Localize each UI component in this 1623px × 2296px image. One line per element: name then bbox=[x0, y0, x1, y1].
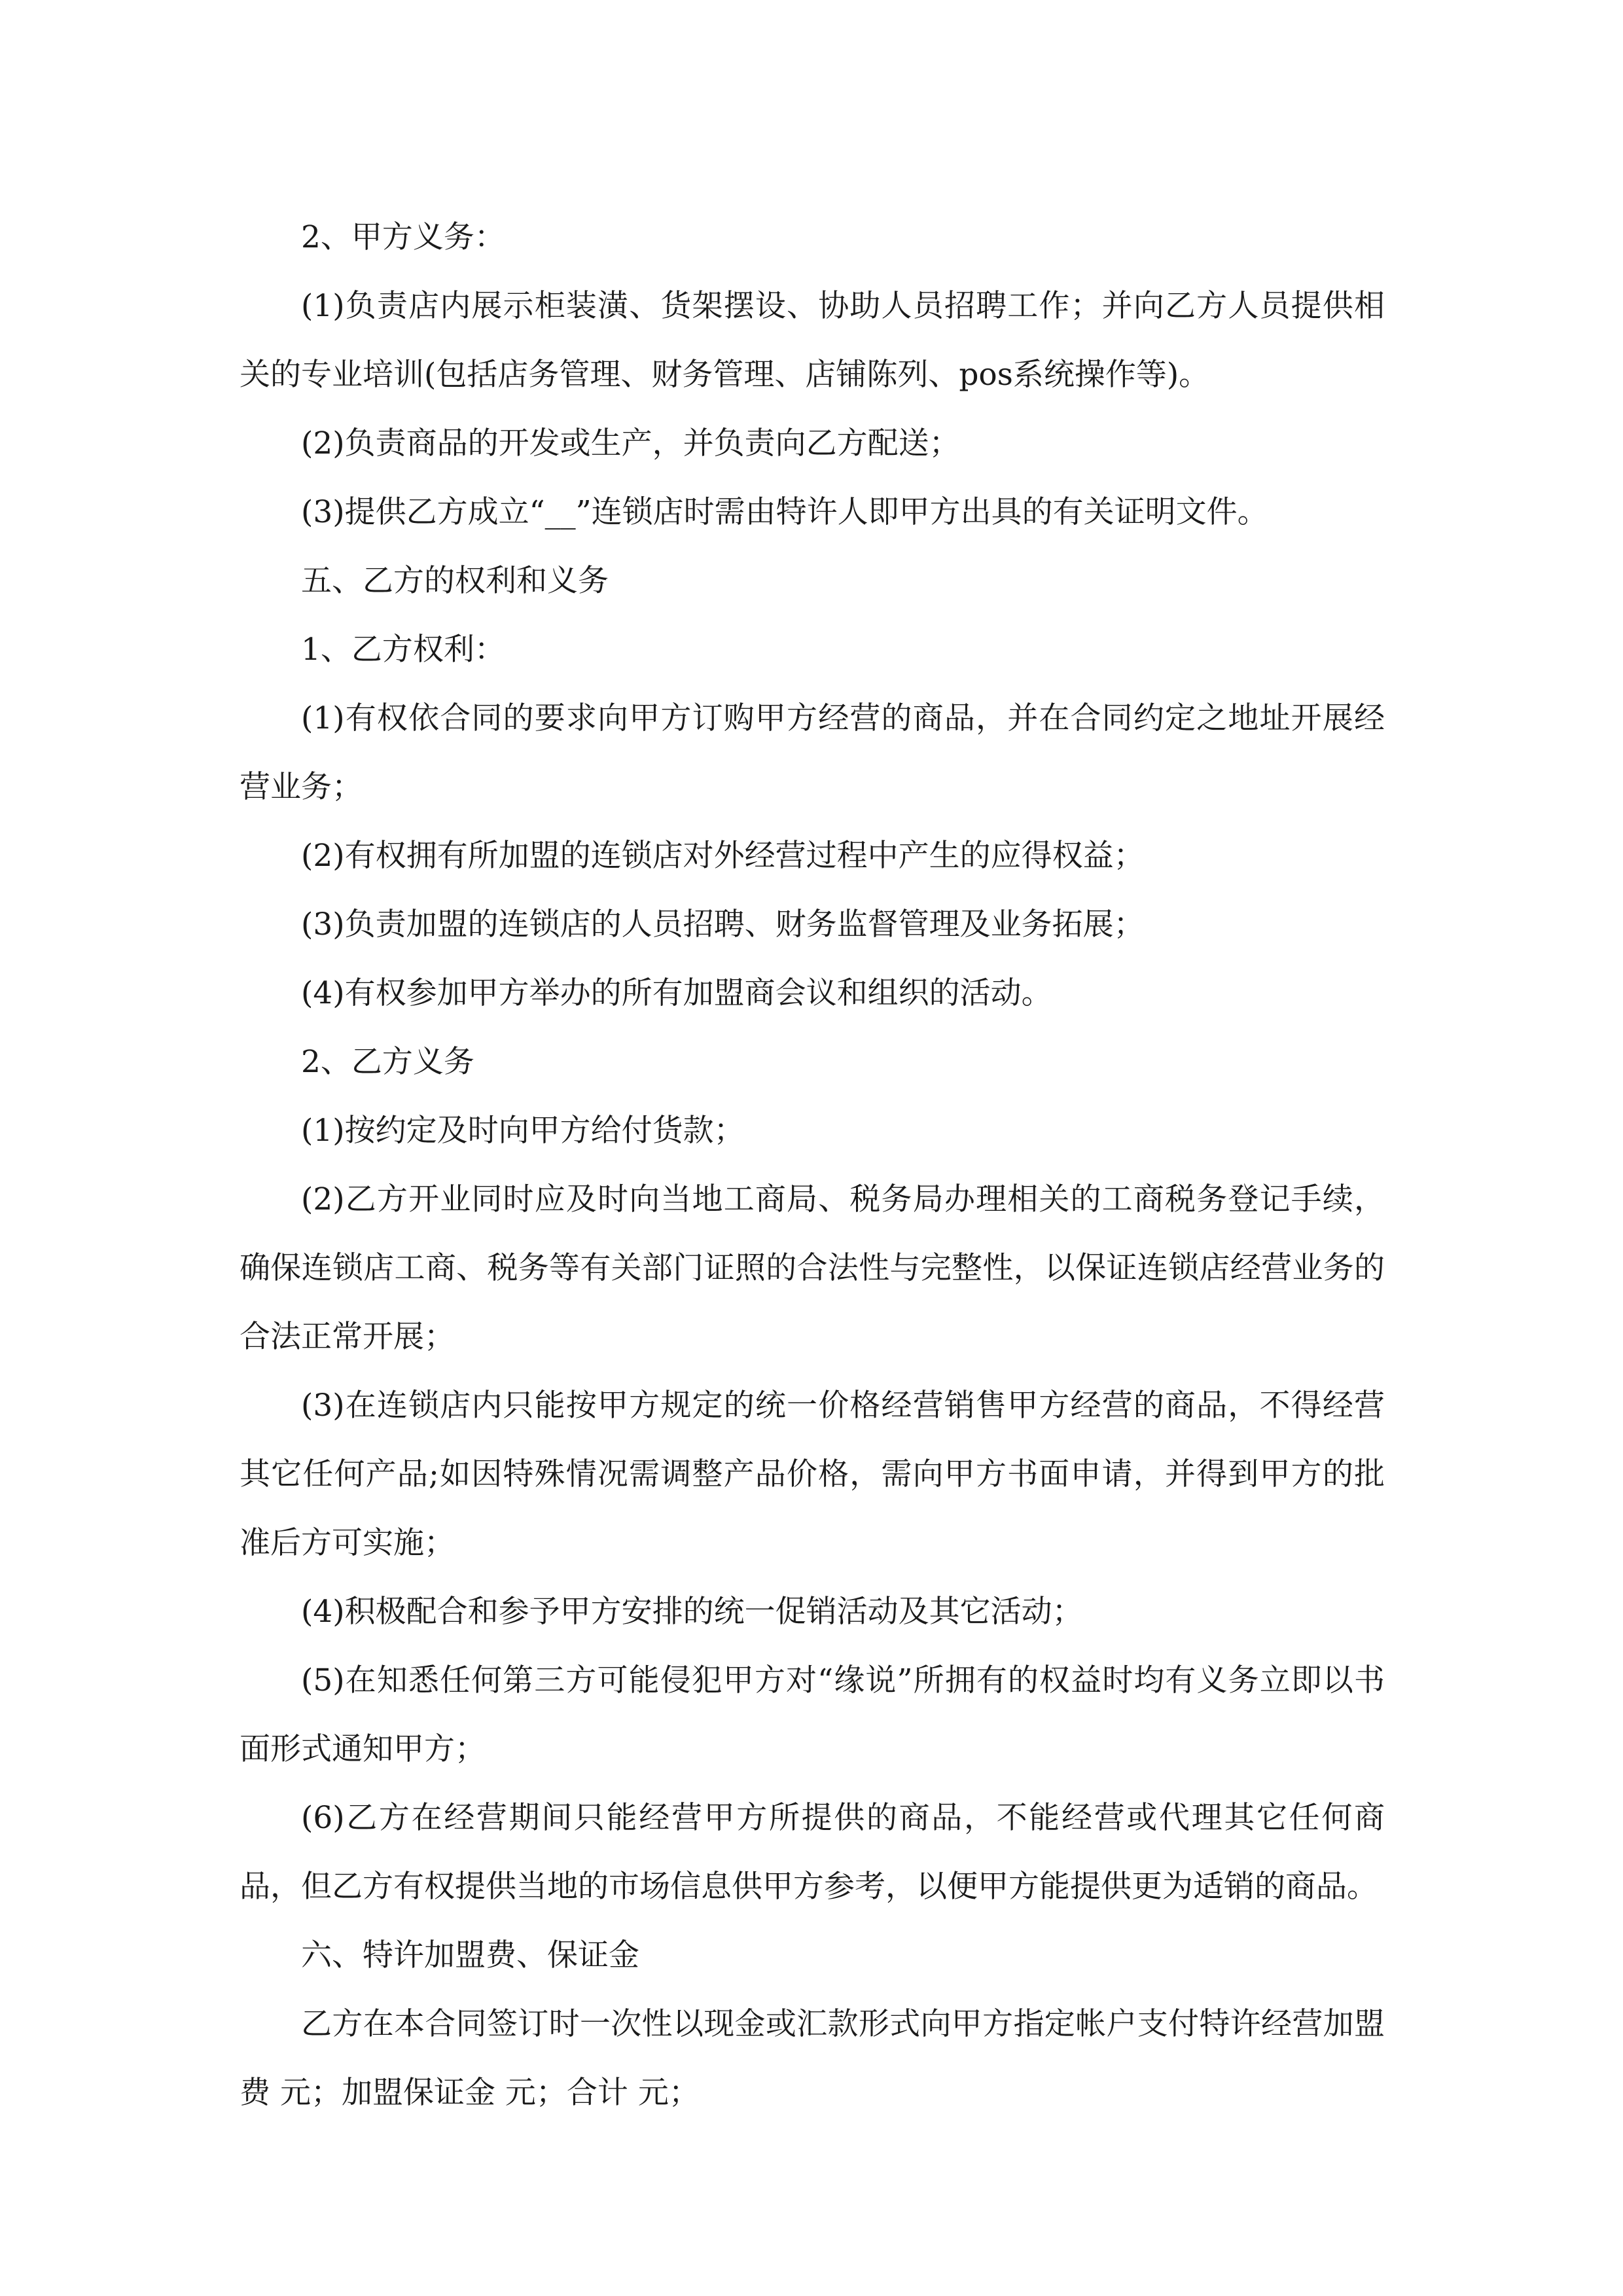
heading-party-a-obligations: 2、甲方义务： bbox=[301, 219, 505, 255]
clause-b-obl-3: (3)在连锁店内只能按甲方规定的统一价格经营销售甲方经营的商品，不得经营其它任何产品;如因特殊情况需调整产品价格，需向甲方书面申请，并得到甲方的批准后方可实施； bbox=[240, 1388, 1385, 1561]
section-heading-5: 五、乙方的权利和义务 bbox=[301, 563, 609, 599]
clause-b-obl-5: (5)在知悉任何第三方可能侵犯甲方对“缘说”所拥有的权益时均有义务立即以书面形式通知甲方； bbox=[240, 1662, 1385, 1767]
clause-fees: 乙方在本合同签订时一次性以现金或汇款形式向甲方指定帐户支付特许经营加盟费 元；加盟保证金 元；合计 元； bbox=[240, 2006, 1385, 2111]
heading-party-b-obligations: 2、乙方义务 bbox=[301, 1044, 474, 1080]
clause-b-obl-4: (4)积极配合和参予甲方安排的统一促销活动及其它活动； bbox=[301, 1594, 1083, 1630]
clause-b-obl-1: (1)按约定及时向甲方给付货款； bbox=[301, 1113, 745, 1149]
document-page bbox=[240, 203, 1385, 2127]
clause-b-rights-3: (3)负责加盟的连锁店的人员招聘、财务监督管理及业务拓展； bbox=[301, 906, 1145, 942]
clause-b-rights-4: (4)有权参加甲方举办的所有加盟商会议和组织的活动。 bbox=[301, 975, 1052, 1011]
clause-a-3: (3)提供乙方成立“__”连锁店时需由特许人即甲方出具的有关证明文件。 bbox=[301, 494, 1268, 530]
clause-a-2: (2)负责商品的开发或生产，并负责向乙方配送； bbox=[301, 425, 960, 461]
heading-party-b-rights: 1、乙方权利： bbox=[301, 632, 505, 668]
clause-a-1: (1)负责店内展示柜装潢、货架摆设、协助人员招聘工作；并向乙方人员提供相关的专业培训(包括店务管理、财务管理、店铺陈列、pos系统操作等)。 bbox=[240, 288, 1385, 393]
clause-b-rights-1: (1)有权依合同的要求向甲方订购甲方经营的商品，并在合同约定之地址开展经营业务； bbox=[240, 700, 1385, 805]
clause-b-obl-2: (2)乙方开业同时应及时向当地工商局、税务局办理相关的工商税务登记手续，确保连锁店工商、税务等有关部门证照的合法性与完整性，以保证连锁店经营业务的合法正常开展； bbox=[240, 1181, 1385, 1355]
clause-b-rights-2: (2)有权拥有所加盟的连锁店对外经营过程中产生的应得权益； bbox=[301, 838, 1145, 874]
clause-b-obl-6: (6)乙方在经营期间只能经营甲方所提供的商品，不能经营或代理其它任何商品，但乙方有权提供当地的市场信息供甲方参考，以便甲方能提供更为适销的商品。 bbox=[240, 1800, 1385, 1905]
section-heading-6: 六、特许加盟费、保证金 bbox=[301, 1937, 639, 1973]
